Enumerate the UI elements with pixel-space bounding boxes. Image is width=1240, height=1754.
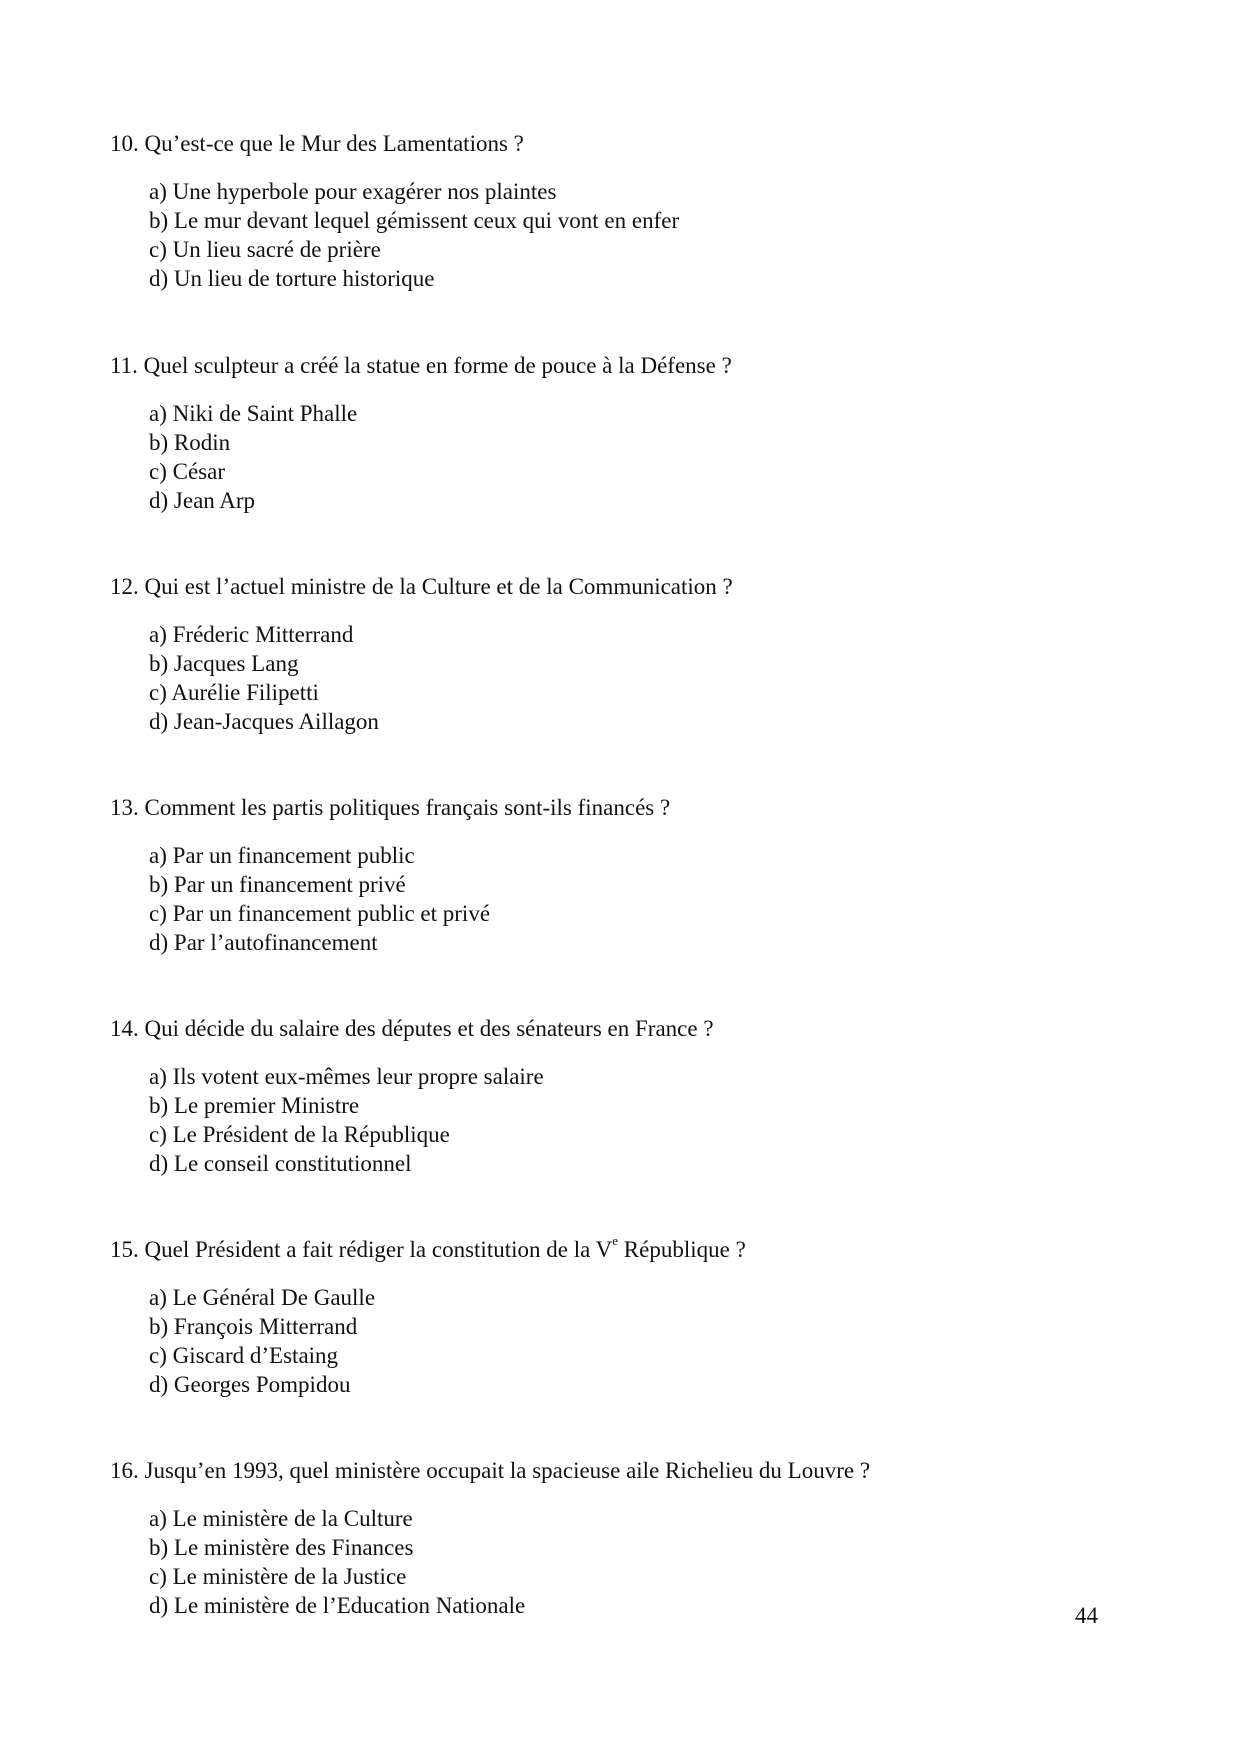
answer-option-d: d) Le conseil constitutionnel — [149, 1151, 412, 1176]
question-12 — [110, 572, 1150, 736]
question-title — [110, 793, 1150, 822]
answer-option-b: b) Le mur devant lequel gémissent ceux qui vont en enfer — [149, 208, 680, 233]
question-title — [110, 1456, 1150, 1485]
page-number: 44 — [1075, 1603, 1098, 1628]
answer-option-c: c) Aurélie Filipetti — [149, 680, 319, 705]
answer-option-a: a) Le Général De Gaulle — [149, 1285, 376, 1310]
answer-option-a: a) Fréderic Mitterrand — [149, 622, 354, 647]
question-text: Qui est l’actuel ministre de la Culture et de la Communication ? — [144, 574, 733, 599]
question-title — [110, 1235, 1150, 1264]
answer-options — [149, 620, 1150, 736]
answer-option-a: a) Niki de Saint Phalle — [149, 401, 358, 426]
answer-option-c: c) Par un financement public et privé — [149, 901, 491, 926]
answer-option-b: b) François Mitterrand — [149, 1314, 358, 1339]
answer-option-b: b) Le ministère des Finances — [149, 1535, 414, 1560]
question-title — [110, 572, 1150, 601]
answer-options — [149, 399, 1150, 515]
question-number: 10. — [110, 131, 139, 156]
answer-option-d: d) Georges Pompidou — [149, 1372, 351, 1397]
question-title — [110, 129, 1150, 158]
answer-option-c: c) Un lieu sacré de prière — [149, 237, 381, 262]
answer-option-a: a) Ils votent eux-mêmes leur propre salaire — [149, 1064, 544, 1089]
question-text: Quel sculpteur a créé la statue en forme de pouce à la Défense ? — [143, 353, 732, 378]
answer-option-c: c) César — [149, 459, 225, 484]
answer-option-c: c) Le ministère de la Justice — [149, 1564, 407, 1589]
answer-option-b: b) Jacques Lang — [149, 651, 299, 676]
answer-option-d: d) Un lieu de torture historique — [149, 266, 435, 291]
question-text: Comment les partis politiques français sont-ils financés ? — [144, 795, 671, 820]
answer-options — [149, 177, 1150, 293]
question-text: Jusqu’en 1993, quel ministère occupait la spacieuse aile Richelieu du Louvre ? — [144, 1458, 871, 1483]
answer-option-b: b) Rodin — [149, 430, 231, 455]
question-number: 16. — [110, 1458, 139, 1483]
answer-option-b: b) Le premier Ministre — [149, 1093, 360, 1118]
answer-options — [149, 1504, 1150, 1620]
question-number: 15. — [110, 1237, 139, 1262]
answer-options — [149, 1062, 1150, 1178]
superscript-ordinal: e — [612, 1233, 619, 1249]
answer-options — [149, 841, 1150, 957]
answer-option-a: a) Une hyperbole pour exagérer nos plaintes — [149, 179, 557, 204]
question-16 — [110, 1456, 1150, 1620]
answer-option-a: a) Par un financement public — [149, 843, 415, 868]
question-14 — [110, 1014, 1150, 1178]
answer-option-d: d) Par l’autofinancement — [149, 930, 378, 955]
question-text-end: République ? — [618, 1237, 746, 1262]
question-number: 13. — [110, 795, 139, 820]
question-text — [144, 1233, 746, 1262]
answer-option-a: a) Le ministère de la Culture — [149, 1506, 413, 1531]
question-text: Qu’est-ce que le Mur des Lamentations ? — [144, 131, 524, 156]
answer-option-c: c) Giscard d’Estaing — [149, 1343, 339, 1368]
question-number: 14. — [110, 1016, 139, 1041]
answer-options — [149, 1283, 1150, 1399]
answer-option-d: d) Le ministère de l’Education Nationale — [149, 1593, 526, 1618]
question-10 — [110, 129, 1150, 293]
question-11 — [110, 351, 1150, 515]
question-text-start: Quel Président a fait rédiger la constitution de la V — [144, 1237, 613, 1262]
answer-option-b: b) Par un financement privé — [149, 872, 406, 897]
question-text: Qui décide du salaire des députes et des sénateurs en France ? — [144, 1016, 714, 1041]
answer-option-c: c) Le Président de la République — [149, 1122, 450, 1147]
question-13 — [110, 793, 1150, 957]
question-title — [110, 1014, 1150, 1043]
answer-option-d: d) Jean Arp — [149, 488, 256, 513]
question-title — [110, 351, 1150, 380]
answer-option-d: d) Jean-Jacques Aillagon — [149, 709, 379, 734]
question-number: 12. — [110, 574, 139, 599]
question-15 — [110, 1235, 1150, 1399]
question-number: 11. — [110, 353, 138, 378]
